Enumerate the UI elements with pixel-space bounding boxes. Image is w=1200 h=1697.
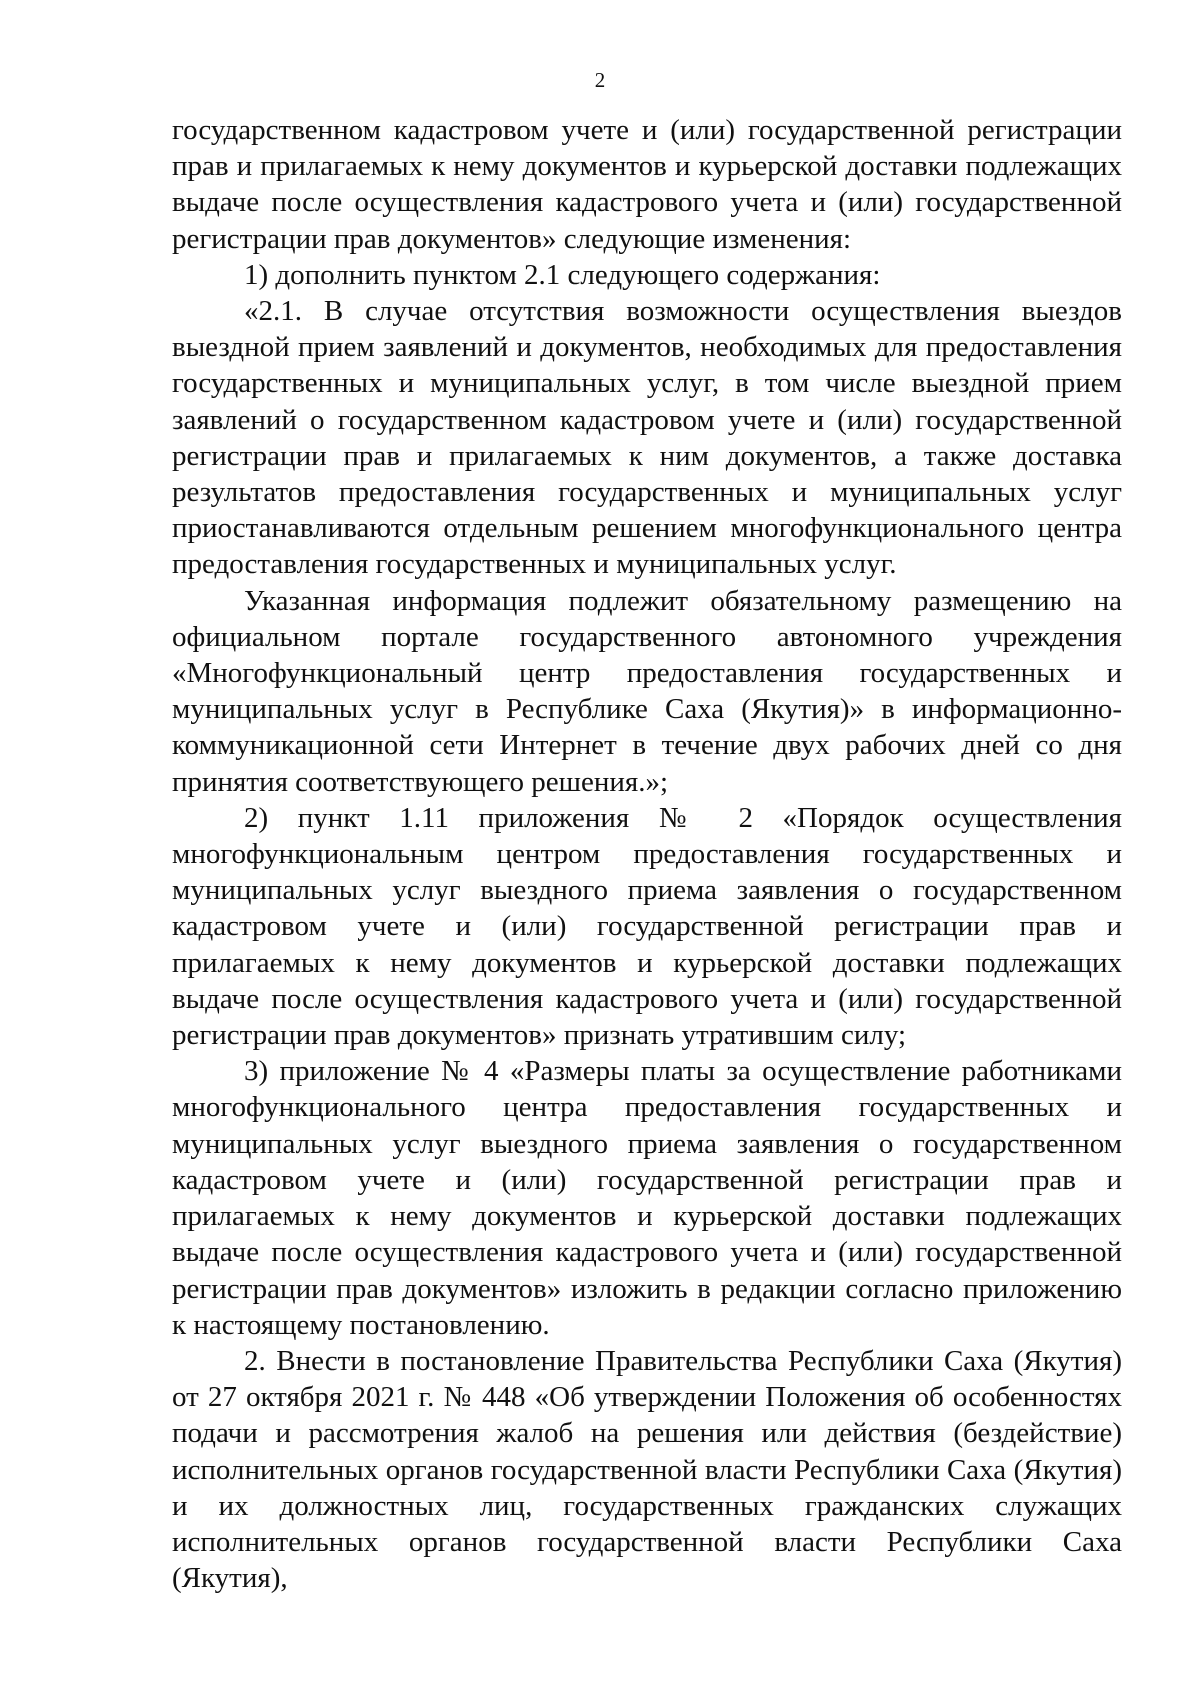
document-body [172,112,1122,1596]
paragraph-item-1: 1) дополнить пунктом 2.1 следующего содержания: [244,258,881,291]
paragraph-clause-2-1: «2.1. В случае отсутствия возможности осуществления выездов выездной прием заявлений и документов, необходимых для предоставления государственных и муниципальных услуг, в том числе выездной прием заявлений о государственном кадастровом учете и (или) государственной регистрации прав и прилагаемых к ним документов, а также доставка результатов предоставления государственных и муниципальных услуг приостанавливаются отдельным решением многофункционального центра предоставления государственных и муниципальных услуг. [172,295,1122,581]
paragraph-section-2: 2. Внести в постановление Правительства Республики Саха (Якутия) от 27 октября 2021 г. № 448 «Об утверждении Положения об особенностях подачи и рассмотрения жалоб на решения или действия (бездействие) исполнительных органов государственной власти Республики Саха (Якутия) и их должностных лиц, государственных гражданских служащих исполнительных органов государственной власти Республики Саха (Якутия), [172,1344,1122,1595]
paragraph-item-2: 2) пункт 1.11 приложения № 2 «Порядок осуществления многофункциональным центром предоставления государственных и муниципальных услуг выездного приема заявления о государственном кадастровом учете и (или) государственной регистрации прав и прилагаемых к нему документов и курьерской доставки подлежащих выдаче после осуществления кадастрового учета и (или) государственной регистрации прав документов» признать утратившим силу; [172,801,1122,1052]
paragraph-information-notice: Указанная информация подлежит обязательному размещению на официальном портале государственного автономного учреждения «Многофункциональный центр предоставления государственных и муниципальных услуг в Республике Саха (Якутия)» в информационно-коммуникационной сети Интернет в течение двух рабочих дней со дня принятия соответствующего решения.»; [172,584,1122,798]
paragraph-intro-continuation: государственном кадастровом учете и (или) государственной регистрации прав и прилагаемых к нему документов и курьерской доставки подлежащих выдаче после осуществления кадастрового учета и (или) государственной регистрации прав документов» следующие изменения: [172,114,1122,255]
paragraph-item-3: 3) приложение № 4 «Размеры платы за осуществление работниками многофункционального центра предоставления государственных и муниципальных услуг выездного приема заявления о государственном кадастровом учете и (или) государственной регистрации прав и прилагаемых к нему документов и курьерской доставки подлежащих выдаче после осуществления кадастрового учета и (или) государственной регистрации прав документов» изложить в редакции согласно приложению к настоящему постановлению. [172,1055,1122,1341]
page-number: 2 [594,68,606,92]
